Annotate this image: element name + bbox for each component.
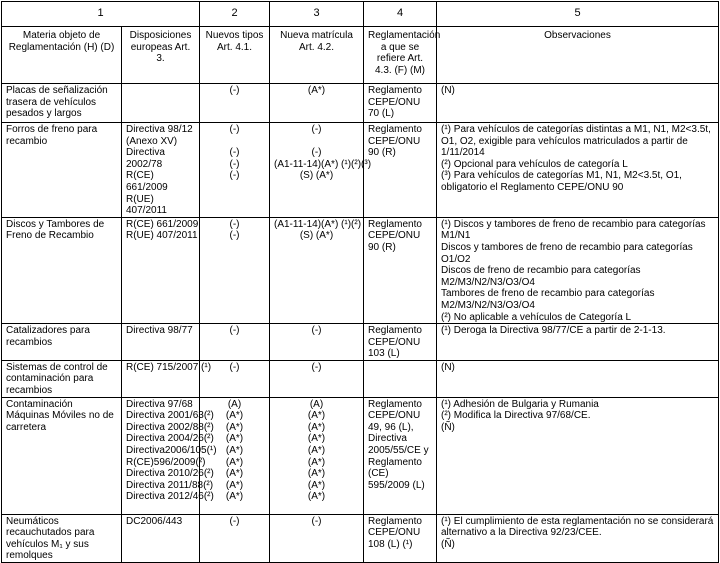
nuevos-tipos-value: (A*) bbox=[225, 456, 244, 468]
disposiciones-cell bbox=[122, 514, 200, 562]
disposicion-line: R(CE) 661/2009 bbox=[126, 170, 168, 193]
materia-cell: Forros de freno para recambio bbox=[2, 123, 122, 218]
matricula-value: (A*) bbox=[307, 421, 326, 433]
disposicion-line: R(CE) 715/2007 (¹) bbox=[126, 361, 212, 373]
matricula-cell bbox=[270, 397, 364, 514]
reglamentacion-cell: Reglamento CEPE/ONU 49, 96 (L), Directiva 2005/55/CE y Reglamento (CE) 595/2009 (L) bbox=[364, 397, 437, 514]
observacion-line: (¹) Para vehículos de categorías distintas a M1, N1, M2<3.5t, O1, O2, exigible para vehículos matriculados a partir de 1/11/2014 bbox=[441, 124, 711, 159]
nuevos-tipos-value: (-) bbox=[229, 218, 240, 230]
observacion-line: (N) bbox=[441, 85, 455, 96]
observacion-line: (¹) Adhesión de Bulgaria y Rumania bbox=[441, 398, 599, 410]
header-materia: Materia objeto de Reglamentación (H) (D) bbox=[2, 27, 122, 84]
matricula-cell bbox=[270, 84, 364, 123]
disposicion-line: Directiva 98/77 bbox=[126, 325, 193, 337]
reglamentacion-cell bbox=[364, 360, 437, 397]
disposicion-line: Directiva 2011/88(²) bbox=[126, 479, 214, 491]
matricula-value: (A1-11-14)(A*) (¹)(²) bbox=[274, 218, 362, 230]
nuevos-tipos-value: (A*) bbox=[225, 410, 244, 422]
nuevos-tipos-value: (-) bbox=[229, 85, 240, 96]
nuevos-tipos-value: (-) bbox=[229, 158, 240, 170]
observaciones-cell bbox=[437, 397, 719, 514]
header-nuevos: Nuevos tipos Art. 4.1. bbox=[200, 27, 270, 84]
matricula-cell bbox=[270, 514, 364, 562]
matricula-value bbox=[274, 136, 359, 148]
nuevos-tipos-cell bbox=[200, 514, 270, 562]
observacion-line: (¹) El cumplimiento de esta reglamentación no se considerará alternativo a la Directiva 92/23/CEE. bbox=[441, 515, 714, 539]
nuevos-tipos-value: (-) bbox=[229, 230, 240, 242]
matricula-cell bbox=[270, 217, 364, 323]
nuevos-tipos-value: (A) bbox=[227, 398, 242, 410]
table-row bbox=[2, 84, 719, 123]
matricula-value: (-) bbox=[311, 325, 322, 337]
observacion-line: (Ñ) bbox=[441, 421, 455, 433]
table-row bbox=[2, 123, 719, 218]
matricula-value: (A*) bbox=[307, 433, 326, 445]
observacion-line: (Ñ) bbox=[441, 538, 455, 550]
observacion-line: (N) bbox=[441, 361, 455, 373]
matricula-value: (A*) bbox=[307, 410, 326, 422]
disposiciones-cell bbox=[122, 123, 200, 218]
table-row bbox=[2, 217, 719, 323]
materia-cell: Discos y Tambores de Freno de Recambio bbox=[2, 217, 122, 323]
nuevos-tipos-cell bbox=[200, 84, 270, 123]
reglamentacion-cell: Reglamento CEPE/ONU 90 (R) bbox=[364, 123, 437, 218]
observacion-line: (²) Opcional para vehículos de categoría L bbox=[441, 158, 628, 170]
observacion-line: (²) Modifica la Directiva 97/68/CE. bbox=[441, 410, 591, 422]
disposicion-line: R(CE)596/2009(²) bbox=[126, 456, 206, 468]
col-number-4: 4 bbox=[364, 2, 437, 27]
disposicion-line: Directiva 2010/26(²) bbox=[126, 468, 214, 480]
disposicion-line: Directiva 97/68 bbox=[126, 398, 193, 410]
disposicion-line: Directiva2006/105(¹) bbox=[126, 445, 217, 457]
disposicion-line: R(UE) 407/2011 bbox=[126, 230, 198, 242]
matricula-value: (-) bbox=[311, 515, 322, 527]
reglamentacion-cell: Reglamento CEPE/ONU 90 (R) bbox=[364, 217, 437, 323]
observaciones-cell bbox=[437, 84, 719, 123]
matricula-value: (A*) bbox=[307, 468, 326, 480]
matricula-value: (-) bbox=[311, 361, 322, 373]
reglamentacion-cell: Reglamento CEPE/ONU 108 (L) (¹) bbox=[364, 514, 437, 562]
observacion-line: Discos de freno de recambio para categorías M2/M3/N2/N3/O3/O4 bbox=[441, 265, 641, 288]
matricula-cell bbox=[270, 123, 372, 218]
observacion-line: (²) No aplicable a vehículos de Categoría L bbox=[441, 311, 632, 323]
nuevos-tipos-value: (A*) bbox=[225, 491, 244, 503]
matricula-value: (A*) bbox=[307, 85, 326, 96]
disposiciones-cell bbox=[122, 397, 217, 514]
table-body bbox=[2, 84, 719, 563]
header-disposiciones: Disposiciones europeas Art. 3. bbox=[122, 27, 200, 84]
matricula-cell bbox=[270, 360, 364, 397]
nuevos-tipos-cell bbox=[200, 217, 270, 323]
materia-cell: Contaminación Máquinas Móviles no de carretera bbox=[2, 397, 122, 514]
disposicion-line: Directiva 2001/63(²) bbox=[126, 410, 214, 422]
observaciones-cell bbox=[437, 123, 719, 218]
col-number-2: 2 bbox=[200, 2, 270, 27]
disposiciones-cell bbox=[122, 84, 200, 123]
nuevos-tipos-cell bbox=[200, 324, 270, 361]
disposicion-line: Directiva 98/12 (Anexo XV) bbox=[126, 124, 193, 147]
nuevos-tipos-cell bbox=[200, 123, 270, 218]
disposicion-line: Directiva 2002/88(²) bbox=[126, 421, 214, 433]
disposicion-line: Directiva 2002/78 bbox=[126, 147, 165, 170]
nuevos-tipos-value bbox=[204, 136, 265, 148]
matricula-value: (A*) bbox=[307, 456, 326, 468]
header-reglamentacion: Reglamentación a que se refiere Art. 4.3. (F) (M) bbox=[364, 27, 437, 84]
matricula-value: (A*) bbox=[307, 445, 326, 457]
nuevos-tipos-value: (A*) bbox=[225, 468, 244, 480]
nuevos-tipos-value: (-) bbox=[229, 124, 240, 135]
table-row bbox=[2, 360, 719, 397]
table-row bbox=[2, 397, 719, 514]
disposicion-line: R(UE) 407/2011 bbox=[126, 193, 167, 217]
observaciones-cell bbox=[437, 217, 719, 323]
nuevos-tipos-value: (-) bbox=[229, 515, 240, 527]
disposicion-line: Directiva 2012/46(²) bbox=[126, 491, 214, 503]
nuevos-tipos-value: (-) bbox=[229, 325, 240, 337]
regulation-table bbox=[1, 1, 719, 563]
nuevos-tipos-value: (A*) bbox=[225, 445, 244, 457]
nuevos-tipos-value: (A*) bbox=[225, 433, 244, 445]
reglamentacion-cell: Reglamento CEPE/ONU 103 (L) bbox=[364, 324, 437, 361]
observaciones-cell bbox=[437, 514, 719, 562]
header-row bbox=[2, 27, 719, 84]
matricula-value: (A) bbox=[309, 398, 324, 410]
table-row bbox=[2, 514, 719, 562]
disposicion-line: Directiva 2004/26(²) bbox=[126, 433, 214, 445]
matricula-value: (S) (A*) bbox=[299, 170, 334, 182]
matricula-cell bbox=[270, 324, 364, 361]
header-observaciones: Observaciones bbox=[437, 27, 719, 84]
materia-cell: Placas de señalización trasera de vehículos pesados y largos bbox=[2, 84, 122, 123]
observaciones-cell bbox=[437, 360, 719, 397]
col-number-3: 3 bbox=[270, 2, 364, 27]
matricula-value: (A1-11-14)(A*) (¹)(²)(³) bbox=[274, 158, 372, 170]
nuevos-tipos-value: (A*) bbox=[225, 421, 244, 433]
nuevos-tipos-value: (A*) bbox=[225, 479, 244, 491]
matricula-value: (S) (A*) bbox=[299, 230, 334, 242]
matricula-value: (-) bbox=[311, 124, 322, 135]
observacion-line: (³) Para vehículos de categorías M1, N1, M2<3.5t, O1, obligatorio el Reglamento CEPE/ONU 90 bbox=[441, 170, 682, 193]
disposiciones-cell bbox=[122, 324, 200, 361]
col-number-5: 5 bbox=[437, 2, 719, 27]
col-number-1: 1 bbox=[2, 2, 200, 27]
matricula-value: (A*) bbox=[307, 491, 326, 503]
table-row bbox=[2, 324, 719, 361]
materia-cell: Sistemas de control de contaminación para recambios bbox=[2, 360, 122, 397]
reglamentacion-cell: Reglamento CEPE/ONU 70 (L) bbox=[364, 84, 437, 123]
disposiciones-cell bbox=[122, 360, 212, 397]
disposiciones-cell bbox=[122, 217, 200, 323]
nuevos-tipos-value: (-) bbox=[229, 361, 240, 373]
matricula-value: (-) bbox=[311, 147, 322, 159]
observacion-line: Tambores de freno de recambio para categorías M2/M3/N2/N3/O3/O4 bbox=[441, 288, 655, 311]
observaciones-cell bbox=[437, 324, 719, 361]
disposicion-line: R(CE) 661/2009 bbox=[126, 218, 199, 230]
materia-cell: Neumáticos recauchutados para vehículos M₁ y sus remolques bbox=[2, 514, 122, 562]
materia-cell: Catalizadores para recambios bbox=[2, 324, 122, 361]
matricula-value: (A*) bbox=[307, 479, 326, 491]
observacion-line: (¹) Deroga la Directiva 98/77/CE a partir de 2-1-13. bbox=[441, 325, 666, 337]
observacion-line: Discos y tambores de freno de recambio para categorías O1/O2 bbox=[441, 241, 693, 265]
column-number-row bbox=[2, 2, 719, 27]
header-matricula: Nueva matrícula Art. 4.2. bbox=[270, 27, 364, 84]
nuevos-tipos-value: (-) bbox=[229, 147, 240, 159]
nuevos-tipos-value: (-) bbox=[229, 170, 240, 182]
observacion-line: (¹) Discos y tambores de freno de recambio para categorías M1/N1 bbox=[441, 218, 706, 242]
disposicion-line: DC2006/443 bbox=[126, 515, 183, 527]
